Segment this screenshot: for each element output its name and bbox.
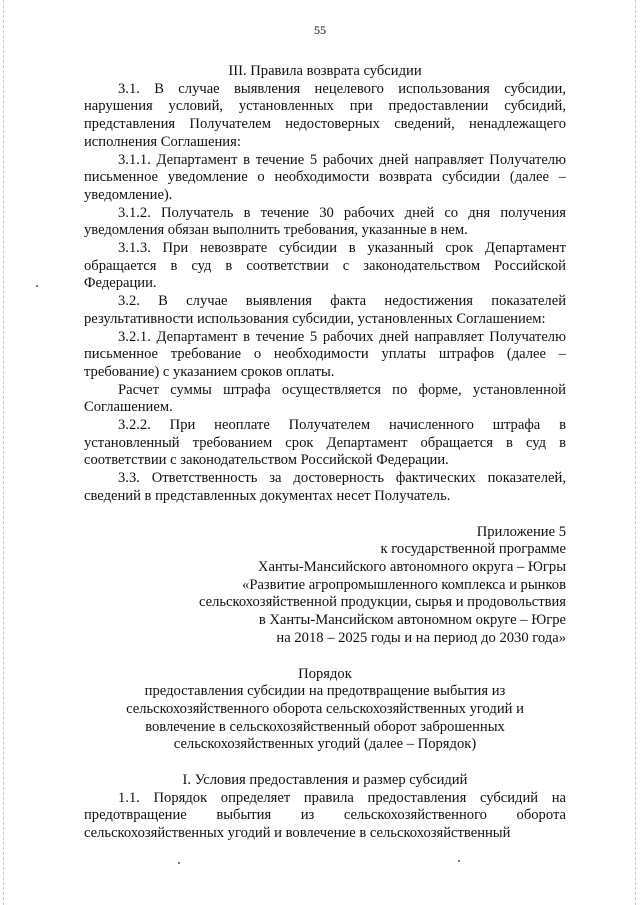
section-1-heading: I. Условия предоставления и размер субсидий [182, 772, 468, 789]
paragraph-3-2: 3.2. В случае выявления факта недостижения показателей результативности использования субсидии, установленных Соглашением: [84, 293, 566, 327]
appendix-line: «Развитие агропромышленного комплекса и рынков [242, 576, 566, 593]
section-3-heading: III. Правила возврата субсидии [228, 63, 422, 79]
appendix-line: к государственной программе [380, 541, 566, 558]
paragraph-3-1-2: 3.1.2. Получатель в течение 30 рабочих дней со дня получения уведомления обязан выполнить требования, указанные в нем. [84, 204, 566, 239]
paragraph-3-1: 3.1. В случае выявления нецелевого использования субсидии, нарушения условий, установленных при предоставлении субсидий, представления Получателем недостоверных сведений, ненадлежащего исполнения Соглашения: [84, 80, 566, 150]
scan-speck [178, 862, 180, 864]
paragraph-3-2-2: 3.2.2. При неоплате Получателем начисленного штрафа в установленный требованием срок Департамент обращается в суд в соответствии с законодательством Российской Федерации. [84, 417, 566, 469]
page-left-edge [3, 0, 5, 905]
order-subtitle-line: предоставления субсидии на предотвращение выбытия из [144, 683, 506, 700]
appendix-line: сельскохозяйственной продукции, сырья и продовольствия [198, 594, 566, 611]
paragraph-3-2-1: 3.2.1. Департамент в течение 5 рабочих дней направляет Получателю письменное требование о необходимости уплаты штрафов (далее – требование) с указанием сроков оплаты. [84, 328, 566, 380]
order-subtitle-line: сельскохозяйственного оборота сельскохозяйственных угодий и [126, 700, 524, 717]
appendix-line: Ханты-Мансийского автономного округа – Югры [257, 558, 566, 575]
order-title-block [84, 666, 566, 755]
page-right-edge [635, 0, 637, 905]
paragraph-1-1: 1.1. Порядок определяет правила предоставления субсидий на предотвращение выбытия из сельскохозяйственного оборота сельскохозяйственных угодий и вовлечение в сельскохозяйственный [84, 789, 566, 842]
appendix-line: на 2018 – 2025 годы и на период до 2030 года» [276, 629, 566, 646]
scan-speck [458, 860, 460, 862]
paragraph-3-1-1: 3.1.1. Департамент в течение 5 рабочих дней направляет Получателю письменное уведомление о необходимости возврата субсидии (далее – уведомление). [84, 151, 566, 203]
appendix-line: Приложение 5 [476, 523, 566, 540]
order-subtitle-line: вовлечение в сельскохозяйственный оборот заброшенных [145, 718, 505, 735]
paragraph-fine-calculation: Расчет суммы штрафа осуществляется по форме, установленной Соглашением. [84, 381, 566, 416]
order-subtitle-line: сельскохозяйственных угодий (далее – Порядок) [173, 736, 477, 753]
appendix-line: в Ханты-Мансийском автономном округе – Югре [258, 612, 566, 629]
page-number: 55 [314, 23, 326, 37]
order-title: Порядок [298, 665, 352, 682]
appendix-header [84, 524, 566, 648]
paragraph-3-3: 3.3. Ответственность за достоверность фактических показателей, сведений в представленных документах несет Получатель. [84, 470, 566, 504]
scan-speck [36, 285, 38, 287]
page-content [84, 63, 566, 843]
paragraph-3-1-3: 3.1.3. При невозврате субсидии в указанный срок Департамент обращается в суд в соответствии с законодательством Российской Федерации. [84, 240, 566, 292]
